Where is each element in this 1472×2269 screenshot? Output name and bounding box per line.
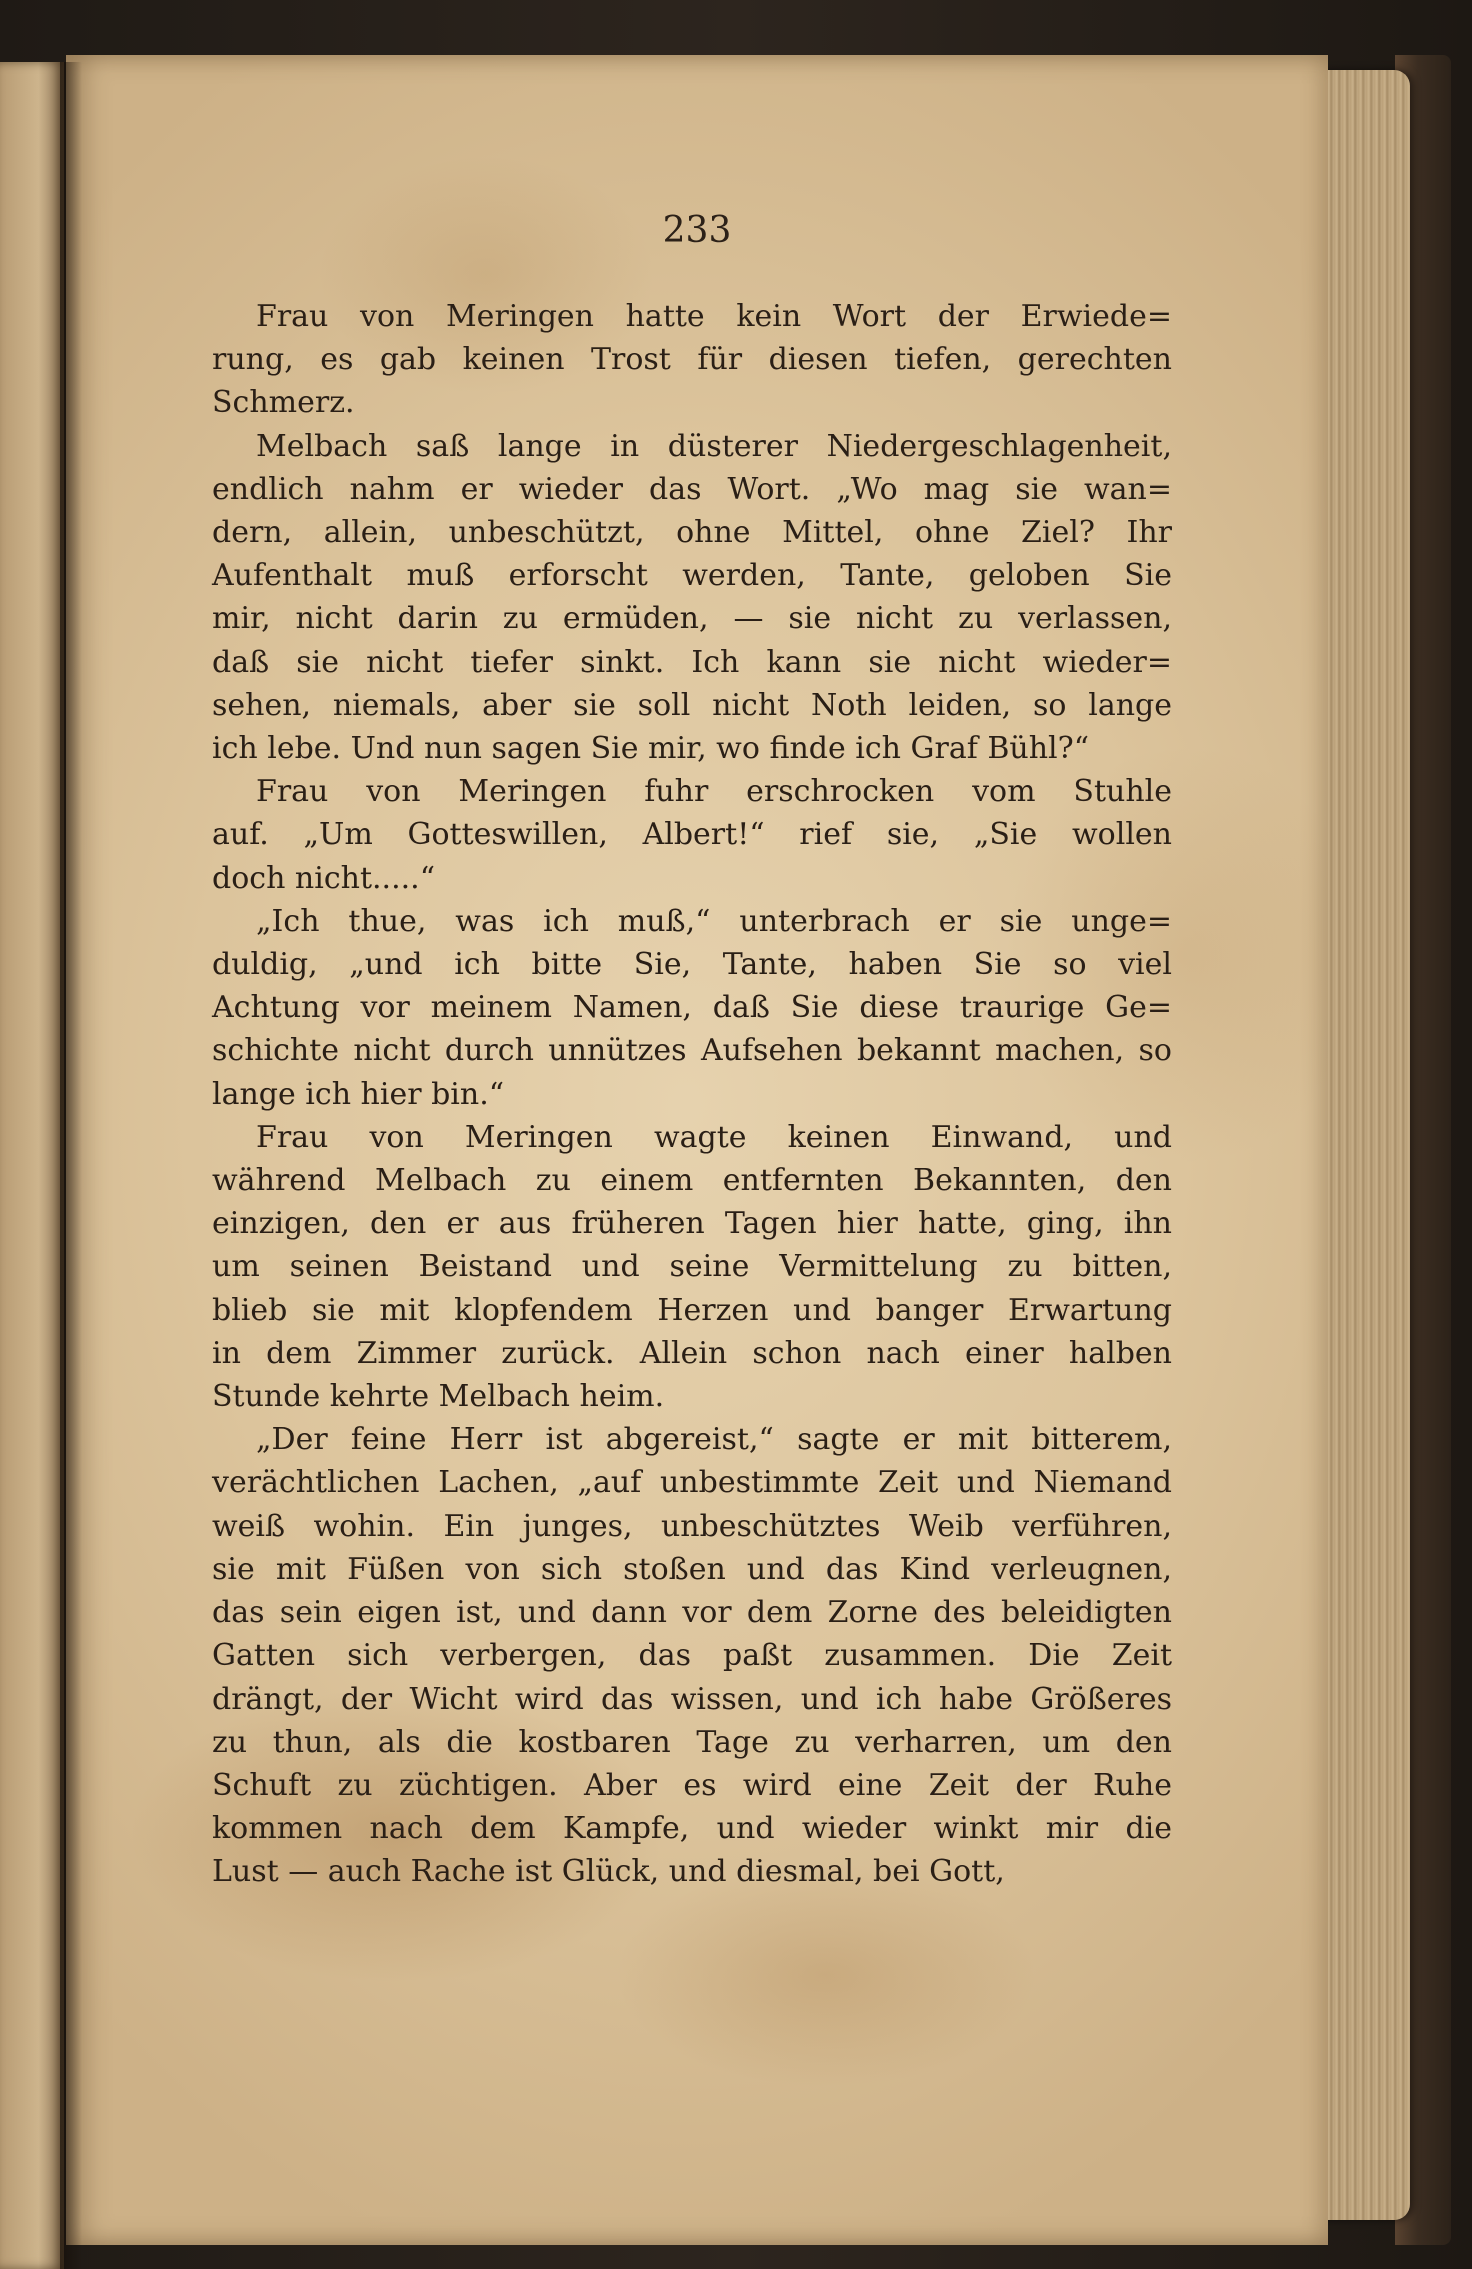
text-line: kommen nach dem Kampfe, und wieder winkt mir die — [212, 1811, 1172, 1847]
text-line: „Ich thue, was ich muß,“ unterbrach er sie unge= — [256, 903, 1172, 939]
text-line: Frau von Meringen wagte keinen Einwand, und — [256, 1119, 1172, 1155]
text-line: einzigen, den er aus früheren Tagen hier hatte, ging, ihn — [212, 1206, 1172, 1242]
text-line: dern, allein, unbeschützt, ohne Mittel, ohne Ziel? Ihr — [212, 515, 1172, 551]
text-line: auf. „Um Gotteswillen, Albert!“ rief sie, „Sie wollen — [212, 817, 1172, 853]
text-line: Schmerz. — [212, 385, 355, 421]
text-line: weiß wohin. Ein junges, unbeschütztes Weib verführen, — [212, 1508, 1172, 1544]
paragraph — [212, 770, 1172, 900]
text-line: lange ich hier bin.“ — [212, 1076, 505, 1112]
text-line: während Melbach zu einem entfernten Bekannten, den — [212, 1163, 1172, 1199]
text-line: Schuft zu züchtigen. Aber es wird eine Zeit der Ruhe — [212, 1767, 1172, 1803]
text-line: um seinen Beistand und seine Vermittelung zu bitten, — [212, 1249, 1172, 1285]
text-line: Frau von Meringen hatte kein Wort der Erwiede= — [256, 299, 1172, 334]
paragraph — [212, 1116, 1172, 1418]
text-line: Stunde kehrte Melbach heim. — [212, 1379, 665, 1415]
text-line: drängt, der Wicht wird das wissen, und ich habe Größeres — [212, 1681, 1172, 1717]
text-line: verächtlichen Lachen, „auf unbestimmte Zeit und Niemand — [212, 1465, 1172, 1501]
body-text — [212, 295, 1172, 1894]
text-line: rung, es gab keinen Trost für diesen tiefen, gerechten — [212, 342, 1172, 378]
text-line: zu thun, als die kostbaren Tage zu verharren, um den — [212, 1724, 1172, 1760]
text-line: duldig, „und ich bitte Sie, Tante, haben Sie so viel — [212, 947, 1172, 983]
text-line: Achtung vor meinem Namen, daß Sie diese traurige Ge= — [212, 990, 1172, 1026]
text-line: Aufenthalt muß erforscht werden, Tante, geloben Sie — [212, 558, 1172, 594]
text-line: schichte nicht durch unnützes Aufsehen bekannt machen, so — [212, 1033, 1172, 1069]
text-line: das sein eigen ist, und dann vor dem Zorne des beleidigten — [212, 1595, 1172, 1631]
spine-shadow — [60, 62, 82, 2269]
text-line: mir, nicht darin zu ermüden, — sie nicht zu verlassen, — [212, 601, 1172, 637]
page-number: 233 — [662, 210, 732, 251]
text-line: doch nicht.....“ — [212, 860, 436, 896]
paragraph — [212, 900, 1172, 1116]
text-line: Lust — auch Rache ist Glück, und diesmal, bei Gott, — [212, 1854, 1005, 1890]
text-line: Melbach saß lange in düsterer Niedergeschlagenheit, — [256, 428, 1172, 464]
text-line: in dem Zimmer zurück. Allein schon nach einer halben — [212, 1335, 1172, 1371]
facing-page-edge — [0, 62, 64, 2269]
text-line: endlich nahm er wieder das Wort. „Wo mag sie wan= — [212, 471, 1172, 507]
paragraph — [212, 295, 1172, 425]
text-line: sie mit Füßen von sich stoßen und das Kind verleugnen, — [212, 1551, 1172, 1587]
text-line: „Der feine Herr ist abgereist,“ sagte er mit bitterem, — [256, 1422, 1172, 1458]
text-line: sehen, niemals, aber sie soll nicht Noth leiden, so lange — [212, 687, 1172, 723]
text-line: blieb sie mit klopfendem Herzen und banger Erwartung — [212, 1292, 1172, 1328]
text-line: Gatten sich verbergen, das paßt zusammen. Die Zeit — [212, 1638, 1172, 1674]
text-line: daß sie nicht tiefer sinkt. Ich kann sie nicht wieder= — [212, 644, 1172, 680]
book-page — [66, 55, 1328, 2245]
text-line: Frau von Meringen fuhr erschrocken vom Stuhle — [256, 774, 1172, 810]
paragraph — [212, 425, 1172, 771]
text-line: ich lebe. Und nun sagen Sie mir, wo finde ich Graf Bühl?“ — [212, 731, 1090, 767]
paragraph — [212, 1418, 1172, 1893]
